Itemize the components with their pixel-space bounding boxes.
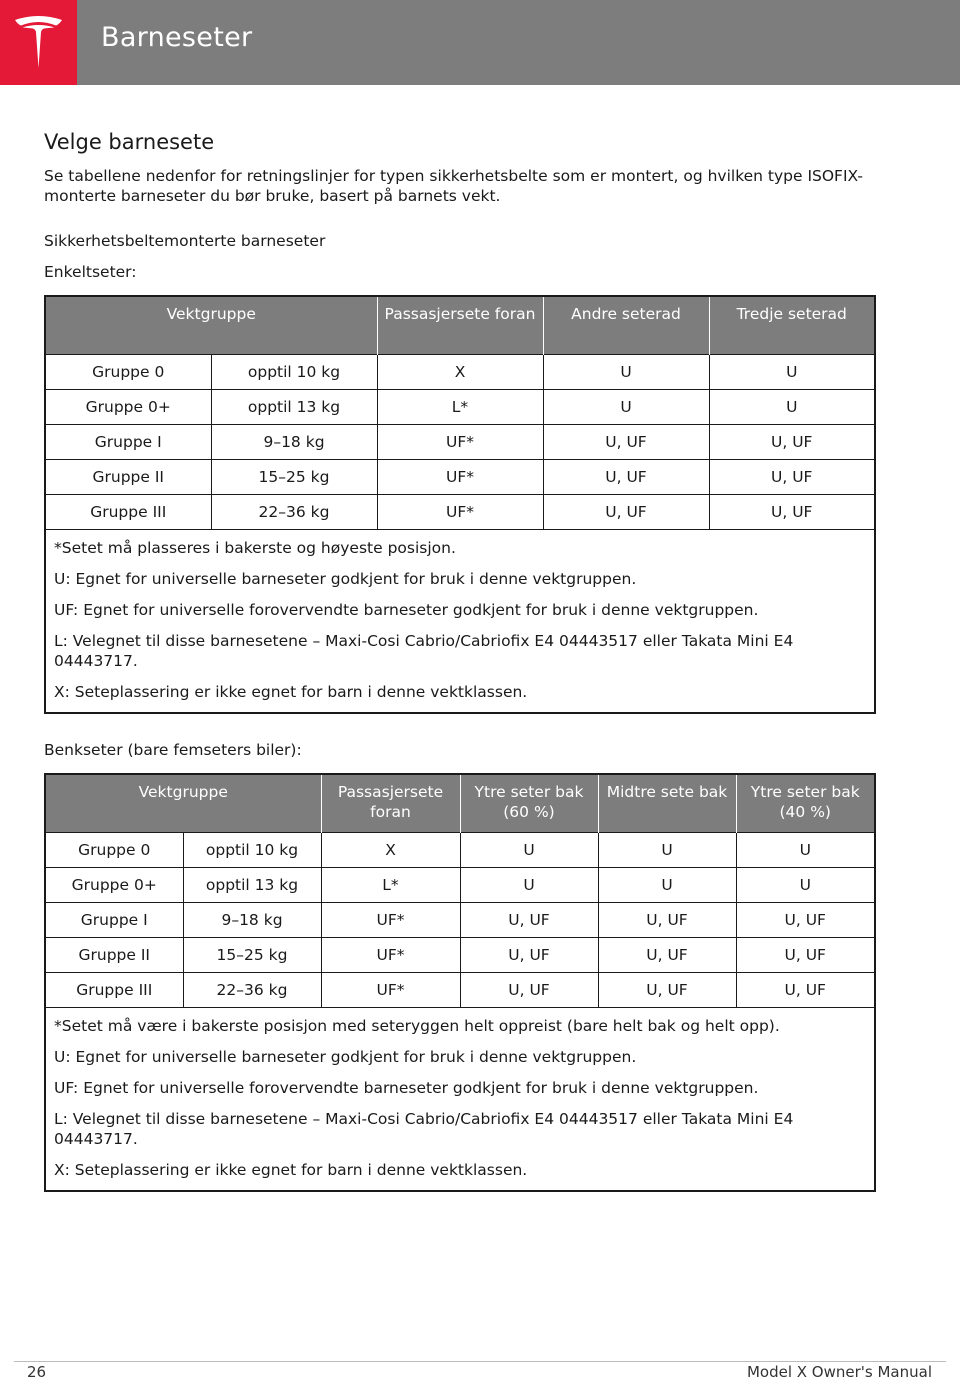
brand-logo [0,0,77,85]
table-cell: Gruppe 0 [45,355,211,390]
table-header-row [45,774,875,833]
table-row [45,868,875,903]
table-cell: U [460,833,598,868]
table-row [45,833,875,868]
table-cell: U, UF [543,495,709,530]
table-cell: opptil 13 kg [183,868,321,903]
table-row [45,460,875,495]
table-cell: Gruppe 0+ [45,868,183,903]
table-cell: U, UF [709,425,875,460]
table-cell: Gruppe III [45,973,183,1008]
table-cell: U [543,355,709,390]
table-cell: UF* [377,495,543,530]
table-cell: UF* [321,973,460,1008]
table-cell: 9–18 kg [211,425,377,460]
table-cell: 15–25 kg [211,460,377,495]
note-text: U: Egnet for universelle barneseter godkjent for bruk i denne vektgruppen. [54,570,637,588]
table-cell: U, UF [598,973,736,1008]
table-row [45,425,875,460]
page-number: 26 [27,1363,47,1381]
table-cell: U, UF [460,938,598,973]
table-cell: U, UF [598,903,736,938]
table-notes-row [45,530,875,714]
footer-divider [14,1361,946,1362]
note-text: X: Seteplassering er ikke egnet for barn i denne vektklassen. [54,683,528,701]
table-cell: Gruppe I [45,903,183,938]
table-cell: U [543,390,709,425]
table-cell: U, UF [543,460,709,495]
column-header: Vektgruppe [45,774,321,833]
table-cell: U, UF [736,973,875,1008]
table-cell: 22–36 kg [183,973,321,1008]
table-cell: U [598,868,736,903]
table-header-row [45,296,875,355]
table-cell: U [460,868,598,903]
table-cell: opptil 10 kg [211,355,377,390]
table-cell: U [736,833,875,868]
table-cell: U, UF [709,495,875,530]
table-notes [45,530,875,714]
table-cell: Gruppe I [45,425,211,460]
table-cell: opptil 13 kg [211,390,377,425]
intro-paragraph: Se tabellene nedenfor for retningslinjer for typen sikkerhetsbelte som er montert, og hvilken type ISOFIX-monterte barneseter du bør bruke, basert på barnets vekt. [44,167,863,205]
table-cell: UF* [377,425,543,460]
section-title: Velge barnesete [44,130,215,154]
table1-label: Enkeltseter: [44,263,137,281]
table-row [45,495,875,530]
note-text: *Setet må være i bakerste posisjon med seteryggen helt oppreist (bare helt bak og helt opp). [54,1017,780,1035]
bench-seat-table [44,773,876,1192]
table-cell: Gruppe II [45,460,211,495]
table-row [45,938,875,973]
table-cell: U, UF [709,460,875,495]
table-cell: U [598,833,736,868]
column-header: Ytre seter bak (40 %) [736,774,875,833]
table-cell: 9–18 kg [183,903,321,938]
table-cell: U, UF [460,903,598,938]
column-header: Midtre sete bak [598,774,736,833]
column-header: Passasjersete foran [377,296,543,355]
table-cell: X [321,833,460,868]
table-cell: Gruppe 0 [45,833,183,868]
table-cell: U, UF [598,938,736,973]
table-cell: U, UF [736,938,875,973]
note-text: UF: Egnet for universelle forovervendte barneseter godkjent for bruk i denne vektgruppen. [54,601,759,619]
table-cell: Gruppe III [45,495,211,530]
table-cell: U, UF [543,425,709,460]
column-header: Vektgruppe [45,296,377,355]
column-header: Passasjersete foran [321,774,460,833]
table-cell: UF* [321,938,460,973]
table2-label: Benkseter (bare femseters biler): [44,741,302,759]
manual-title: Model X Owner's Manual [746,1363,932,1381]
table-cell: 22–36 kg [211,495,377,530]
single-seat-table [44,295,876,714]
table-row [45,390,875,425]
note-text: L: Velegnet til disse barnesetene – Maxi-Cosi Cabrio/Cabriofix E4 04443517 eller Takata Mini E4 04443717. [54,632,794,670]
column-header: Ytre seter bak (60 %) [460,774,598,833]
table-cell: opptil 10 kg [183,833,321,868]
note-text: *Setet må plasseres i bakerste og høyeste posisjon. [54,539,456,557]
table-cell: U, UF [460,973,598,1008]
note-text: X: Seteplassering er ikke egnet for barn i denne vektklassen. [54,1161,528,1179]
page-header-title: Barneseter [101,22,253,53]
tesla-logo-icon [13,15,64,69]
note-text: L: Velegnet til disse barnesetene – Maxi-Cosi Cabrio/Cabriofix E4 04443517 eller Takata Mini E4 04443717. [54,1110,794,1148]
table-notes [45,1008,875,1192]
table-cell: L* [321,868,460,903]
table-cell: Gruppe 0+ [45,390,211,425]
table-cell: U [709,355,875,390]
table-cell: UF* [377,460,543,495]
table-row [45,355,875,390]
table-cell: X [377,355,543,390]
table-cell: L* [377,390,543,425]
table-notes-row [45,1008,875,1192]
table-row [45,903,875,938]
note-text: U: Egnet for universelle barneseter godkjent for bruk i denne vektgruppen. [54,1048,637,1066]
table-cell: U [709,390,875,425]
column-header: Andre seterad [543,296,709,355]
table-cell: Gruppe II [45,938,183,973]
table-cell: U, UF [736,903,875,938]
table-cell: U [736,868,875,903]
column-header: Tredje seterad [709,296,875,355]
table-cell: 15–25 kg [183,938,321,973]
table-cell: UF* [321,903,460,938]
note-text: UF: Egnet for universelle forovervendte barneseter godkjent for bruk i denne vektgruppen. [54,1079,759,1097]
table-row [45,973,875,1008]
subheading: Sikkerhetsbeltemonterte barneseter [44,232,326,250]
